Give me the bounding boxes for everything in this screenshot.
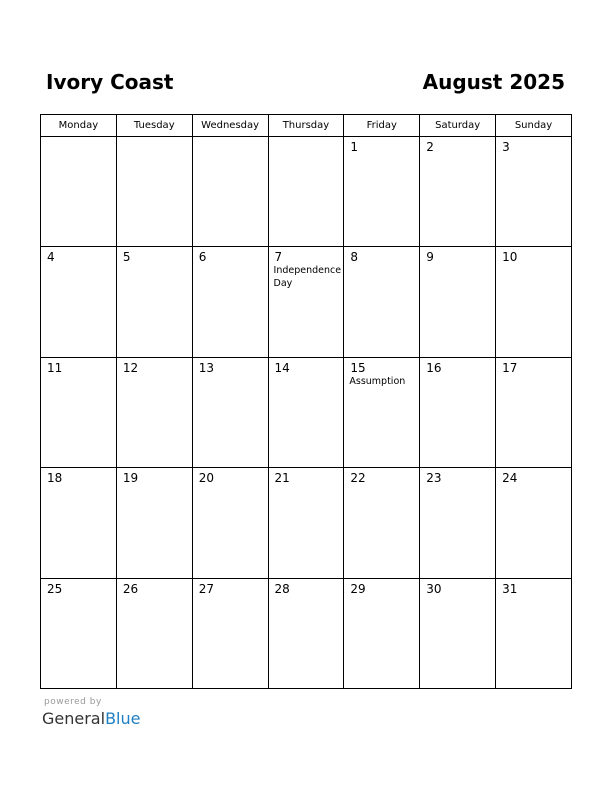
day-number [117, 137, 192, 140]
day-number [193, 137, 268, 140]
weekday-friday: Friday [344, 115, 420, 137]
day-number: 5 [122, 250, 131, 265]
day-number: 28 [274, 581, 290, 596]
day-number: 20 [198, 471, 214, 486]
day-cell [116, 357, 192, 467]
powered-by-label: powered by [44, 697, 102, 707]
day-number: 9 [426, 250, 434, 265]
holiday-label: Independence Day [273, 265, 342, 290]
day-number: 6 [198, 250, 207, 265]
day-number [269, 137, 344, 140]
week-row [41, 578, 572, 688]
day-number: 13 [198, 360, 214, 375]
day-number: 7 [274, 250, 283, 265]
day-cell [420, 468, 496, 578]
day-cell [116, 578, 192, 688]
weekday-wednesday: Wednesday [192, 115, 268, 137]
day-cell [41, 247, 117, 357]
day-number: 17 [502, 360, 518, 375]
country-title: Ivory Coast [46, 70, 174, 94]
day-number: 26 [122, 581, 139, 596]
day-number: 30 [426, 581, 442, 596]
day-number [41, 137, 116, 140]
day-cell [192, 247, 268, 357]
day-cell [192, 357, 268, 467]
day-cell [268, 357, 344, 467]
weekday-monday: Monday [41, 115, 117, 137]
day-number: 21 [274, 471, 290, 486]
day-cell [496, 357, 572, 467]
weekday-saturday: Saturday [420, 115, 496, 137]
day-cell [344, 137, 420, 247]
day-number: 25 [47, 581, 63, 596]
day-number: 12 [122, 360, 139, 375]
generalblue-logo[interactable] [42, 709, 140, 728]
day-cell [268, 468, 344, 578]
day-cell [192, 468, 268, 578]
day-number: 16 [426, 360, 442, 375]
day-number: 31 [502, 581, 518, 596]
day-cell [192, 578, 268, 688]
day-cell [41, 578, 117, 688]
day-cell [496, 468, 572, 578]
day-cell [344, 247, 420, 357]
day-number: 11 [47, 360, 63, 375]
day-number: 2 [426, 140, 434, 154]
day-cell [192, 137, 268, 247]
day-number: 3 [502, 140, 510, 154]
day-cell [420, 357, 496, 467]
week-row [41, 137, 572, 247]
day-cell [41, 357, 117, 467]
logo-general-text: General [42, 709, 106, 728]
day-number: 27 [198, 581, 214, 596]
day-number: 10 [502, 250, 518, 265]
weekday-header-row [41, 115, 572, 137]
day-cell [420, 578, 496, 688]
month-title: August 2025 [422, 70, 565, 94]
weekday-sunday: Sunday [496, 115, 572, 137]
logo-blue-text: Blue [105, 709, 141, 728]
day-number: 19 [122, 471, 139, 486]
day-number: 8 [350, 250, 359, 265]
week-row [41, 468, 572, 578]
day-number: 14 [274, 360, 290, 375]
day-cell [116, 137, 192, 247]
day-number: 22 [350, 471, 366, 486]
weekday-tuesday: Tuesday [116, 115, 192, 137]
day-cell [344, 468, 420, 578]
day-cell [420, 137, 496, 247]
weekday-thursday: Thursday [268, 115, 344, 137]
day-number: 18 [47, 471, 63, 486]
week-row [41, 357, 572, 467]
day-cell [496, 247, 572, 357]
day-cell [268, 578, 344, 688]
day-cell [116, 247, 192, 357]
holiday-label: Assumption [349, 375, 406, 387]
day-number: 23 [426, 471, 442, 486]
day-number: 29 [350, 581, 366, 596]
calendar-grid [40, 114, 572, 689]
day-cell [41, 137, 117, 247]
day-number: 1 [350, 140, 359, 154]
day-cell [420, 247, 496, 357]
day-cell [268, 137, 344, 247]
day-number: 24 [502, 471, 518, 486]
day-cell [268, 247, 344, 357]
week-row [41, 247, 572, 357]
day-cell [344, 578, 420, 688]
day-cell [344, 357, 420, 467]
day-cell [496, 578, 572, 688]
day-cell [496, 137, 572, 247]
day-cell [116, 468, 192, 578]
day-number: 15 [350, 360, 366, 375]
day-cell [41, 468, 117, 578]
day-number: 4 [47, 250, 55, 265]
